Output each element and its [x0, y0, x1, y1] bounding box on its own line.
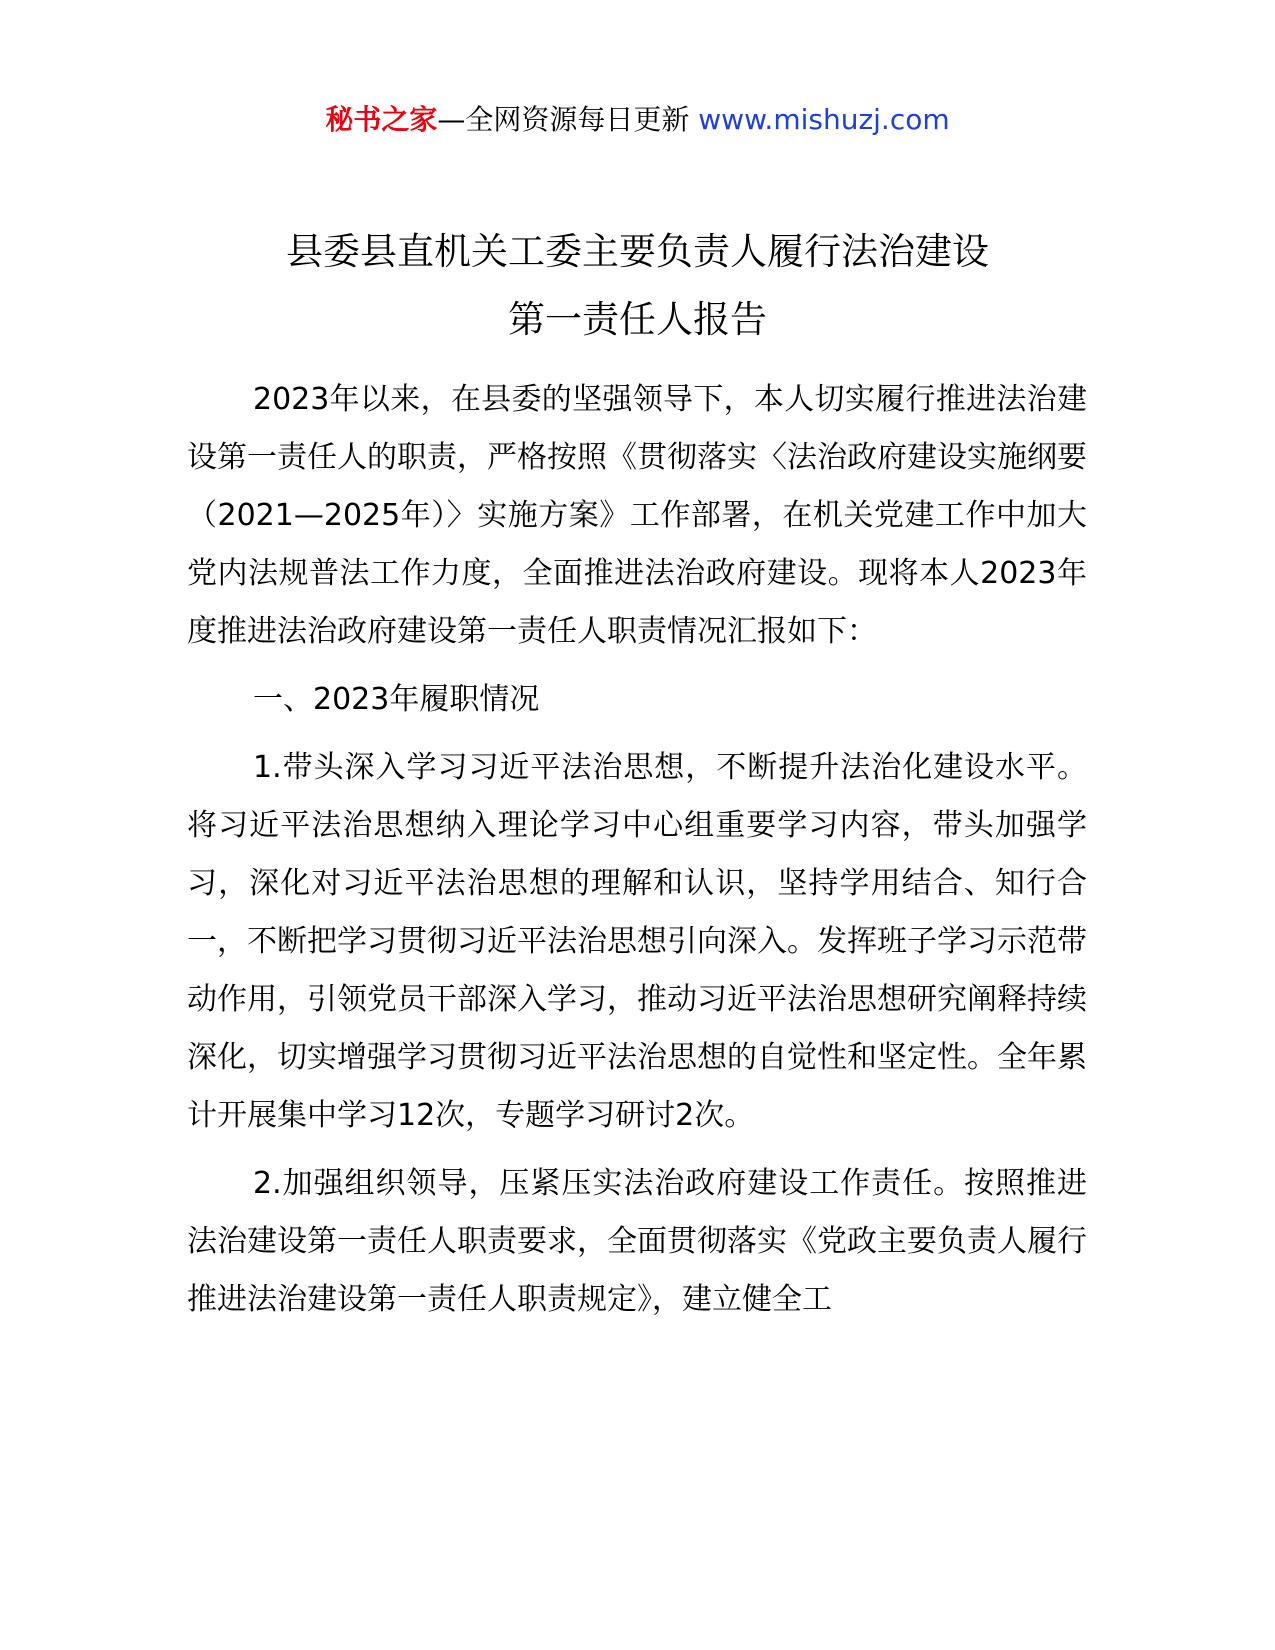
- brand-name: 秘书之家: [325, 103, 438, 136]
- header-slogan: —全网资源每日更新: [437, 103, 699, 136]
- document-body: [187, 371, 1087, 1329]
- item-paragraph-2: 2.加强组织领导，压紧压实法治政府建设工作责任。按照推进法治建设第一责任人职责要求，全面贯彻落实《党政主要负责人履行推进法治建设第一责任人职责规定》，建立健全工: [187, 1166, 1087, 1317]
- document-title-line-1: 县委县直机关工委主要负责人履行法治建设: [286, 230, 989, 273]
- intro-paragraph: 2023年以来，在县委的坚强领导下，本人切实履行推进法治建设第一责任人的职责，严格按照《贯彻落实〈法治政府建设实施纲要（2021—2025年）〉实施方案》工作部署，在机关党建工作中加大党内法规普法工作力度，全面推进法治政府建设。现将本人2023年度推进法治政府建设第一责任人职责情况汇报如下：: [187, 382, 1087, 649]
- item-paragraph-1: 1.带头深入学习习近平法治思想，不断提升法治化建设水平。将习近平法治思想纳入理论学习中心组重要学习内容，带头加强学习，深化对习近平法治思想的理解和认识，坚持学用结合、知行合一，不断把学习贯彻习近平法治思想引向深入。发挥班子学习示范带动作用，引领党员干部深入学习，推动习近平法治思想研究阐释持续深化，切实增强学习贯彻习近平法治思想的自觉性和坚定性。全年累计开展集中学习12次，专题学习研讨2次。: [187, 750, 1087, 1133]
- document-title-line-2: 第一责任人报告: [508, 298, 767, 341]
- site-url[interactable]: www.mishuzj.com: [698, 103, 950, 136]
- site-header: [0, 100, 1275, 140]
- section-heading: 一、2023年履职情况: [253, 682, 540, 717]
